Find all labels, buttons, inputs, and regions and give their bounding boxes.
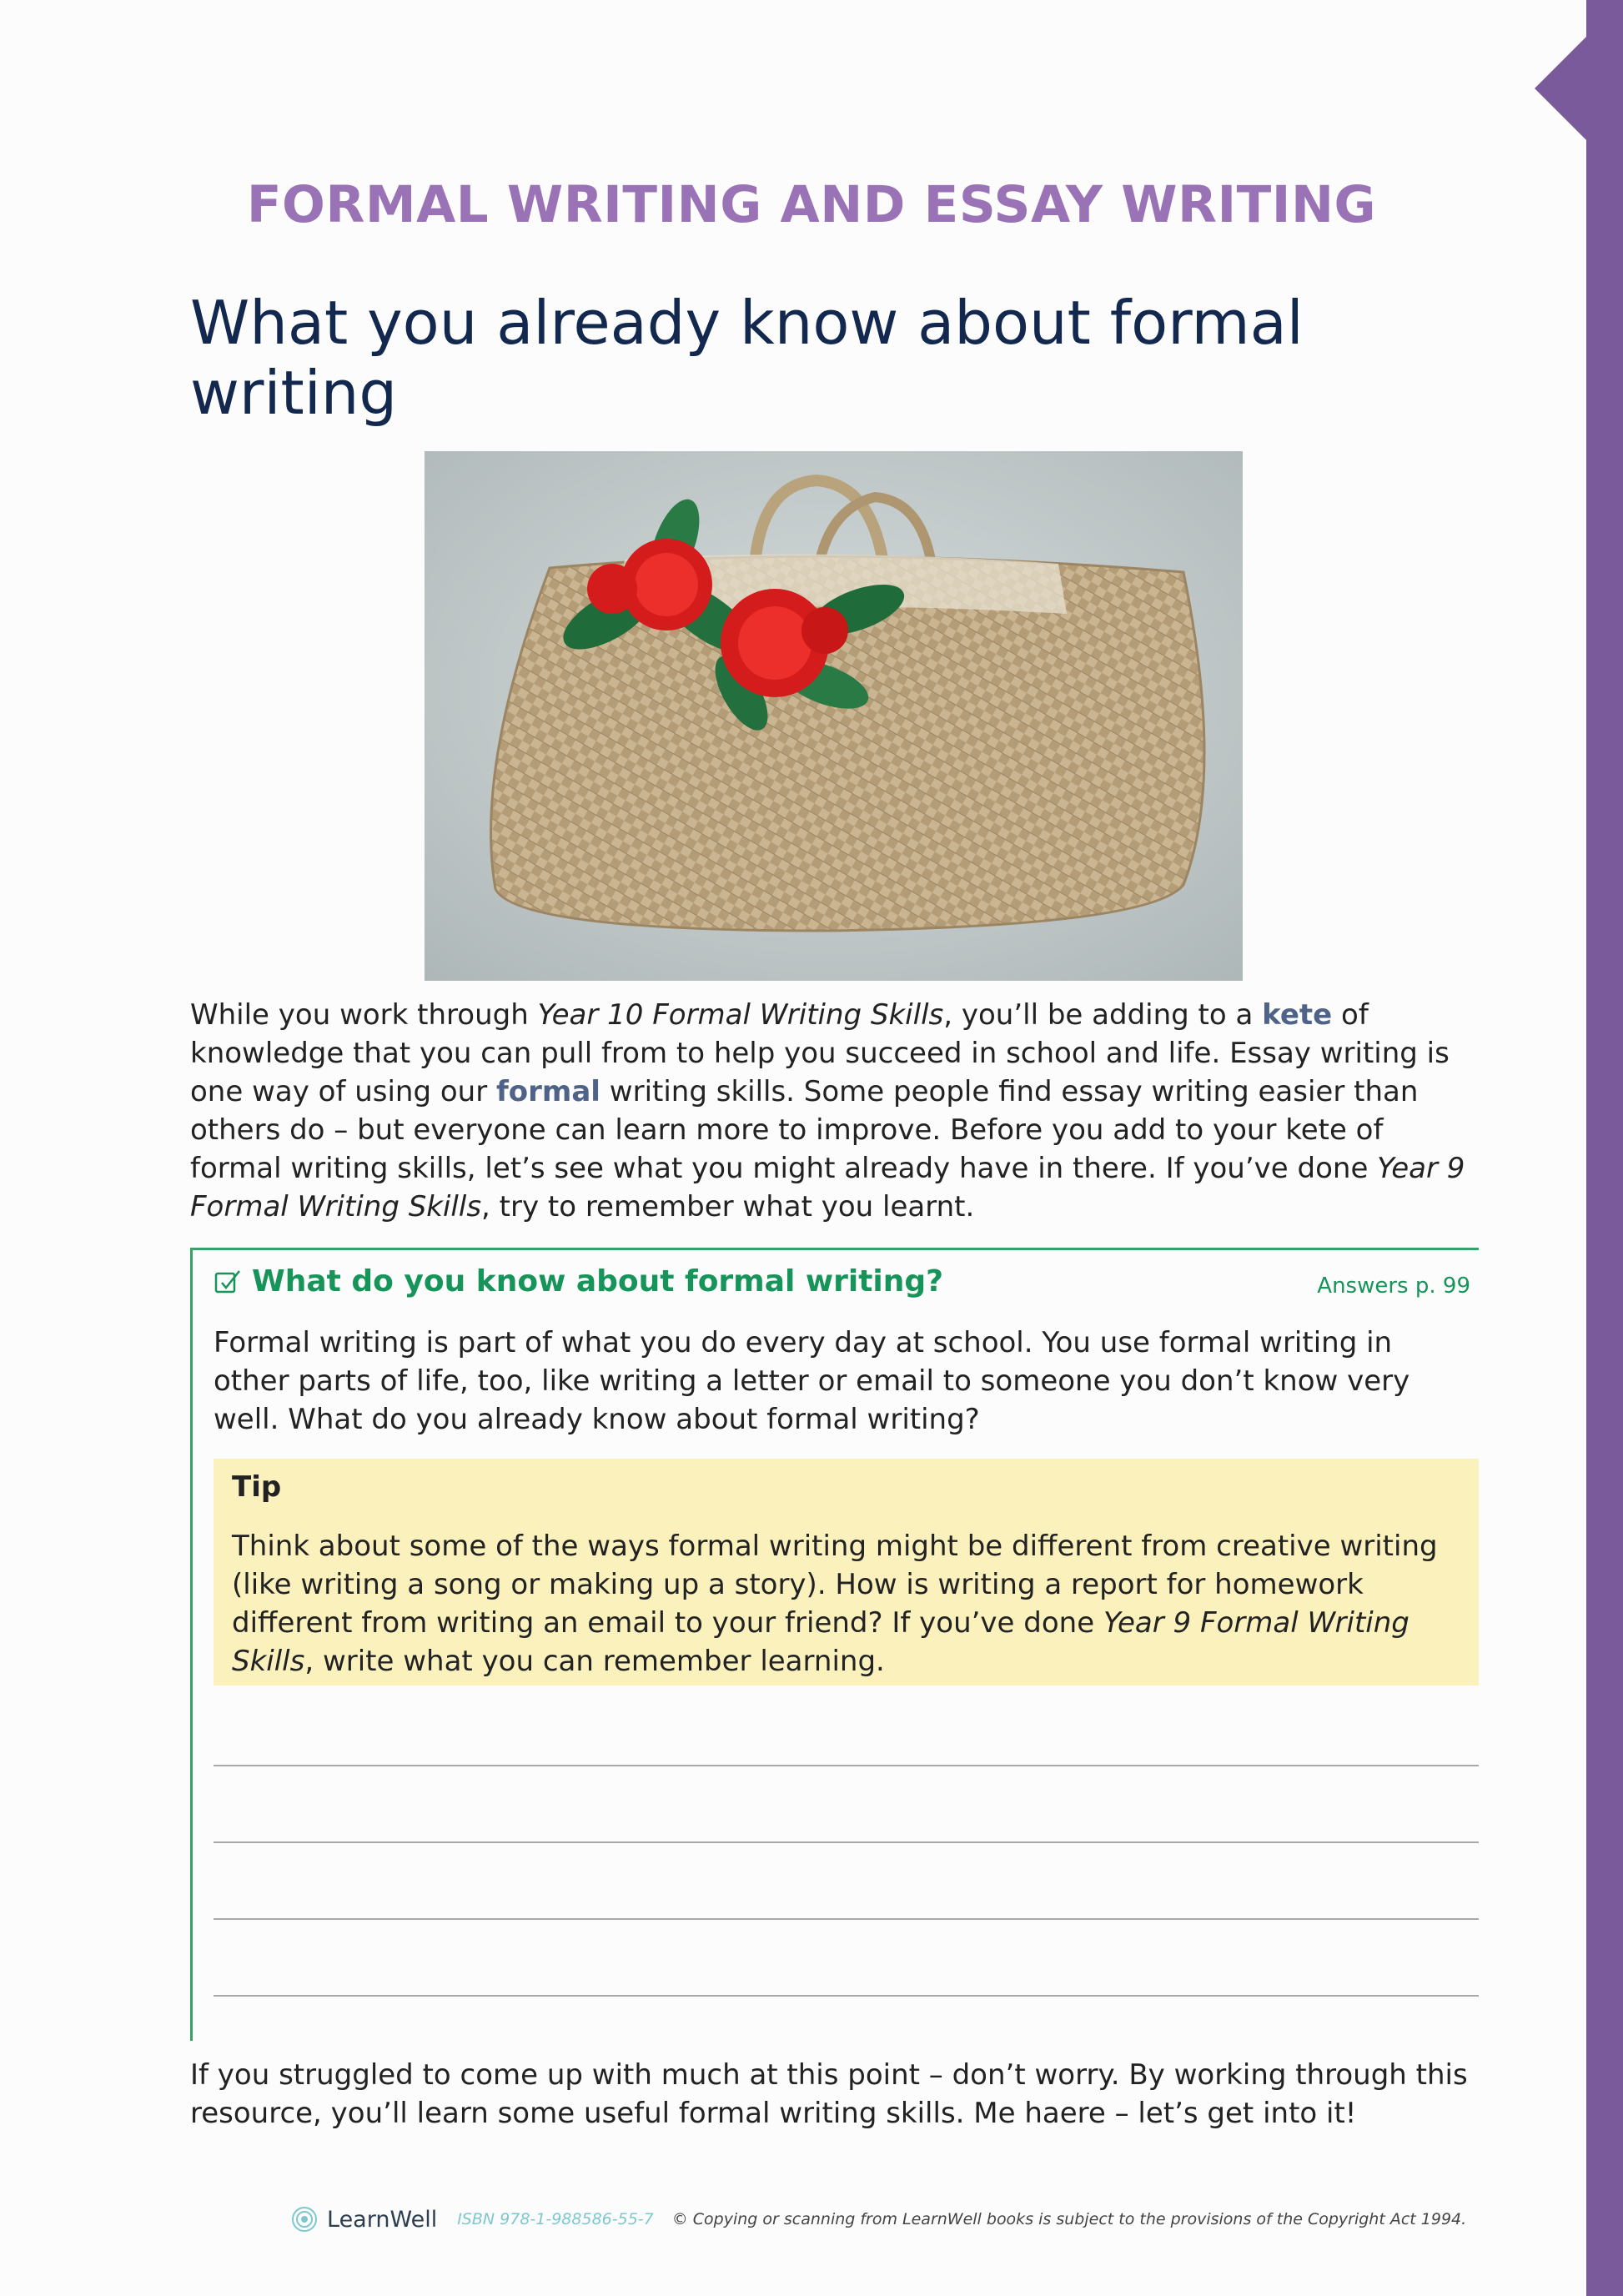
pen-checkbox-icon xyxy=(214,1268,242,1296)
tip-box xyxy=(214,1459,1479,1686)
glossary-term-kete[interactable]: kete xyxy=(1262,998,1333,1032)
learnwell-logo-text: LearnWell xyxy=(327,2206,438,2233)
answer-line-3[interactable] xyxy=(214,1918,1479,1920)
activity-title: What do you know about formal writing? xyxy=(252,1264,944,1299)
book-title: Year 9 Formal Writing Skills xyxy=(232,1606,1409,1678)
kete-flowers-photo xyxy=(425,451,1243,981)
activity-prompt: Formal writing is part of what you do every day at school. You use formal writing in other parts of life, too, like writing a letter or email to someone you don’t know very well. What do you already know about formal writing? xyxy=(214,1326,1410,1436)
section-heading: FORMAL WRITING AND ESSAY WRITING xyxy=(246,175,1377,234)
intro-paragraph: While you work through Year 10 Formal Writing Skills, you’ll be adding to a kete of knowledge that you can pull from to help you succeed in school and life. Essay writing is one way of using our formal writing skills. Some people find essay writing easier than others do – but everyone can learn more to improve. Before you add to your kete of formal writing skills, let’s see what you might already have in there. If you’ve done Year 9 Formal Writing Skills, try to remember what you learnt. xyxy=(190,998,1465,1223)
page-tab-marker xyxy=(1535,37,1586,140)
tip-text: Think about some of the ways formal writing might be different from creative writing (like writing a song or making up a story). How is writing a report for homework different from writing an email to your friend? If you’ve done Year 9 Formal Writing Skills, write what you can remember learning. xyxy=(232,1530,1438,1678)
activity-box xyxy=(190,1248,1479,2041)
isbn-number: ISBN 978-1-988586-55-7 xyxy=(457,2210,654,2228)
answer-line-2[interactable] xyxy=(214,1841,1479,1843)
page-title: What you already know about formal writing xyxy=(190,288,1304,428)
answers-reference: Answers p. 99 xyxy=(1317,1274,1470,1299)
book-title: Year 10 Formal Writing Skills xyxy=(537,998,944,1032)
glossary-term-formal[interactable]: formal xyxy=(496,1075,600,1108)
book-title: Year 9 Formal Writing Skills xyxy=(190,1152,1465,1223)
tip-label: Tip xyxy=(232,1470,282,1504)
answer-line-1[interactable] xyxy=(214,1765,1479,1766)
purple-side-bar xyxy=(1586,0,1623,2296)
closing-paragraph: If you struggled to come up with much at this point – don’t worry. By working through this resource, you’ll learn some useful formal writing skills. Me haere – let’s get into it! xyxy=(190,2058,1468,2130)
learnwell-swirl-icon xyxy=(290,2205,319,2233)
copyright-notice: © Copying or scanning from LearnWell books is subject to the provisions of the Copyright Act 1994. xyxy=(671,2210,1467,2228)
footer xyxy=(290,2205,1466,2233)
activity-header xyxy=(214,1264,943,1299)
answer-line-4[interactable] xyxy=(214,1995,1479,1997)
